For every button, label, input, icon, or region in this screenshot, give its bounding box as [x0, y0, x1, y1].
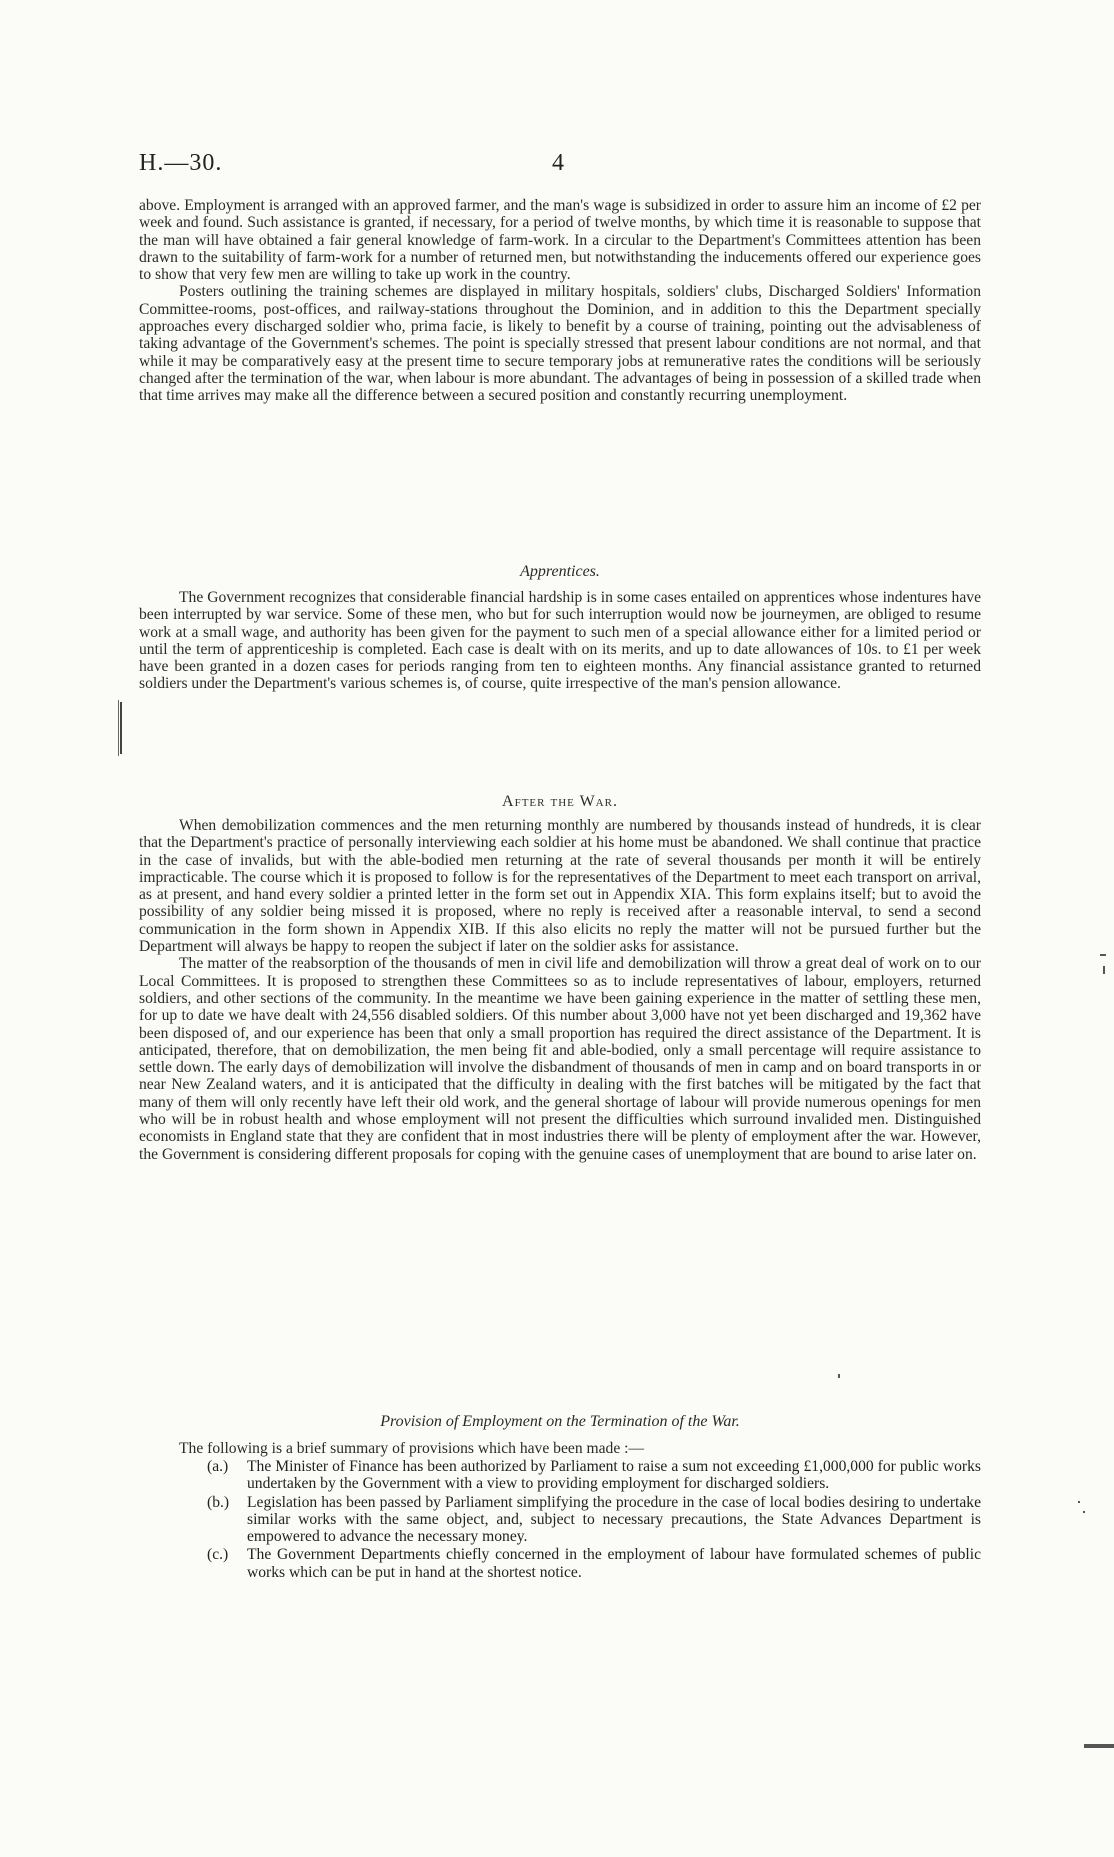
provision-intro-block	[139, 1440, 981, 1457]
list-item-marker: (a.)	[207, 1458, 229, 1475]
scan-speck	[838, 1374, 840, 1378]
after-war-text-block	[139, 817, 981, 1163]
scan-speck	[1103, 966, 1105, 974]
list-item-text: The Government Departments chiefly concerned in the employment of labour have formulated schemes of public works which can be put in hand at the shortest notice.	[247, 1546, 981, 1581]
scan-speck	[1083, 1511, 1085, 1513]
paragraph-apprentices: The Government recognizes that considerable financial hardship is in some cases entailed on apprentices whose indentures have been interrupted by war service. Some of these men, who but for such interruption would now be journeymen, are obliged to resume work at a small wage, and authority has been given for the payment to such men of a special allowance either for a limited period or until the term of apprenticeship is completed. Each case is dealt with on its merits, and up to date allowances of 10s. to £1 per week have been granted in a dozen cases for periods ranging from ten to eighteen months. Any financial assistance granted to returned soldiers under the Department's various schemes is, of course, quite irrespective of the man's pension allowance.	[139, 589, 981, 693]
margin-bracket-mark-inner	[118, 700, 121, 756]
heading-provision-of-employment: Provision of Employment on the Termination of the War.	[380, 1413, 740, 1430]
list-item-text: The Minister of Finance has been authorized by Parliament to raise a sum not exceeding £1,000,000 for public works undertaken by the Government with a view to providing employment for discharged soldiers.	[247, 1458, 981, 1493]
list-item-text: Legislation has been passed by Parliament simplifying the procedure in the case of local bodies desiring to undertake similar works with the same object, and, subject to necessary precautions, the State Advances Department is empowered to advance the necessary money.	[247, 1493, 981, 1546]
heading-apprentices: Apprentices.	[520, 563, 600, 580]
apprentices-text-block	[139, 589, 981, 693]
paragraph-farm-work: above. Employment is arranged with an approved farmer, and the man's wage is subsidized in order to assure him an income of £2 per week and found. Such assistance is granted, if necessary, for a period of twelve months, by which time it is reasonable to suppose that the man will have obtained a fair general knowledge of farm-work. In a circular to the Department's Committees attention has been drawn to the suitability of farm-work for a number of returned men, but notwithstanding the inducements offered our experience goes to show that very few men are willing to take up work in the country.	[139, 197, 981, 284]
list-item	[207, 1494, 981, 1546]
provision-list	[207, 1458, 981, 1582]
heading-after-the-war: After the War.	[502, 793, 618, 810]
list-item-marker: (b.)	[207, 1493, 230, 1511]
paragraph-reabsorption: The matter of the reabsorption of the thousands of men in civil life and demobilization will throw a great deal of work on to our Local Committees. It is proposed to strengthen these Committees so as to include representatives of labour, employers, returned soldiers, and other sections of the community. In the meantime we have been gaining experience in the matter of settling these men, for up to date we have dealt with 24,556 disabled soldiers. Of this number about 3,000 have not yet been discharged and 19,362 have been disposed of, and our experience has been that only a small proportion has required the direct assistance of the Department. It is anticipated, therefore, that on demobilization, the men being fit and able-bodied, only a small percentage will require assistance to settle down. The early days of demobilization will involve the disbandment of thousands of men in camp and on board transports in or near New Zealand waters, and it is anticipated that the difficulty in dealing with the first batches will be mitigated by the fact that many of them will only recently have left their old work, and the general shortage of labour will provide numerous openings for men who will be in robust health and whose employment will not present the difficulties which surround invalided men. Distinguished economists in England state that they are confident that in most industries there will be plenty of employment after the war. However, the Government is considering different proposals for coping with the genuine cases of unemployment that are bound to arise later on.	[139, 955, 981, 1163]
scan-edge-mark	[1084, 1744, 1114, 1748]
document-reference: H.—30.	[139, 150, 223, 176]
provision-intro: The following is a brief summary of provisions which have been made :—	[179, 1440, 645, 1457]
list-item	[207, 1546, 981, 1581]
scan-speck	[1100, 954, 1106, 956]
paragraph-posters: Posters outlining the training schemes are displayed in military hospitals, soldiers' clubs, Discharged Soldiers' Information Committee-rooms, post-offices, and railway-stations throughout the Dominion, and in addition to this the Department specially approaches every discharged soldier who, prima facie, is likely to benefit by a course of training, pointing out the advisableness of taking advantage of the Government's schemes. The point is specially stressed that present labour conditions are not normal, and that while it may be comparatively easy at the present time to secure temporary jobs at remunerative rates the conditions will be seriously changed after the termination of the war, when labour is more abundant. The advantages of being in possession of a skilled trade when that time arrives may make all the difference between a secured position and constantly recurring unemployment.	[139, 283, 981, 405]
list-item	[207, 1458, 981, 1493]
top-text-block	[139, 197, 981, 405]
list-item-marker: (c.)	[207, 1546, 229, 1564]
page-number: 4	[552, 150, 564, 176]
paragraph-demobilization: When demobilization commences and the men returning monthly are numbered by thousands instead of hundreds, it is clear that the Department's practice of personally interviewing each soldier at his home must be abandoned. We shall continue that practice in the case of invalids, but with the able-bodied men returning at the rate of several thousands per month it will be entirely impracticable. The course which it is proposed to follow is for the representatives of the Department to meet each transport on arrival, as at present, and hand every soldier a printed letter in the form set out in Appendix XIA. This form explains itself; but to avoid the possibility of any soldier being missed it is proposed, where no reply is received after a reasonable interval, to send a second communication in the form shown in Appendix XIB. If this also elicits no reply the matter will not be pursued further but the Department will always be happy to reopen the subject if later on the soldier asks for assistance.	[139, 817, 981, 956]
scan-speck	[1078, 1501, 1080, 1503]
